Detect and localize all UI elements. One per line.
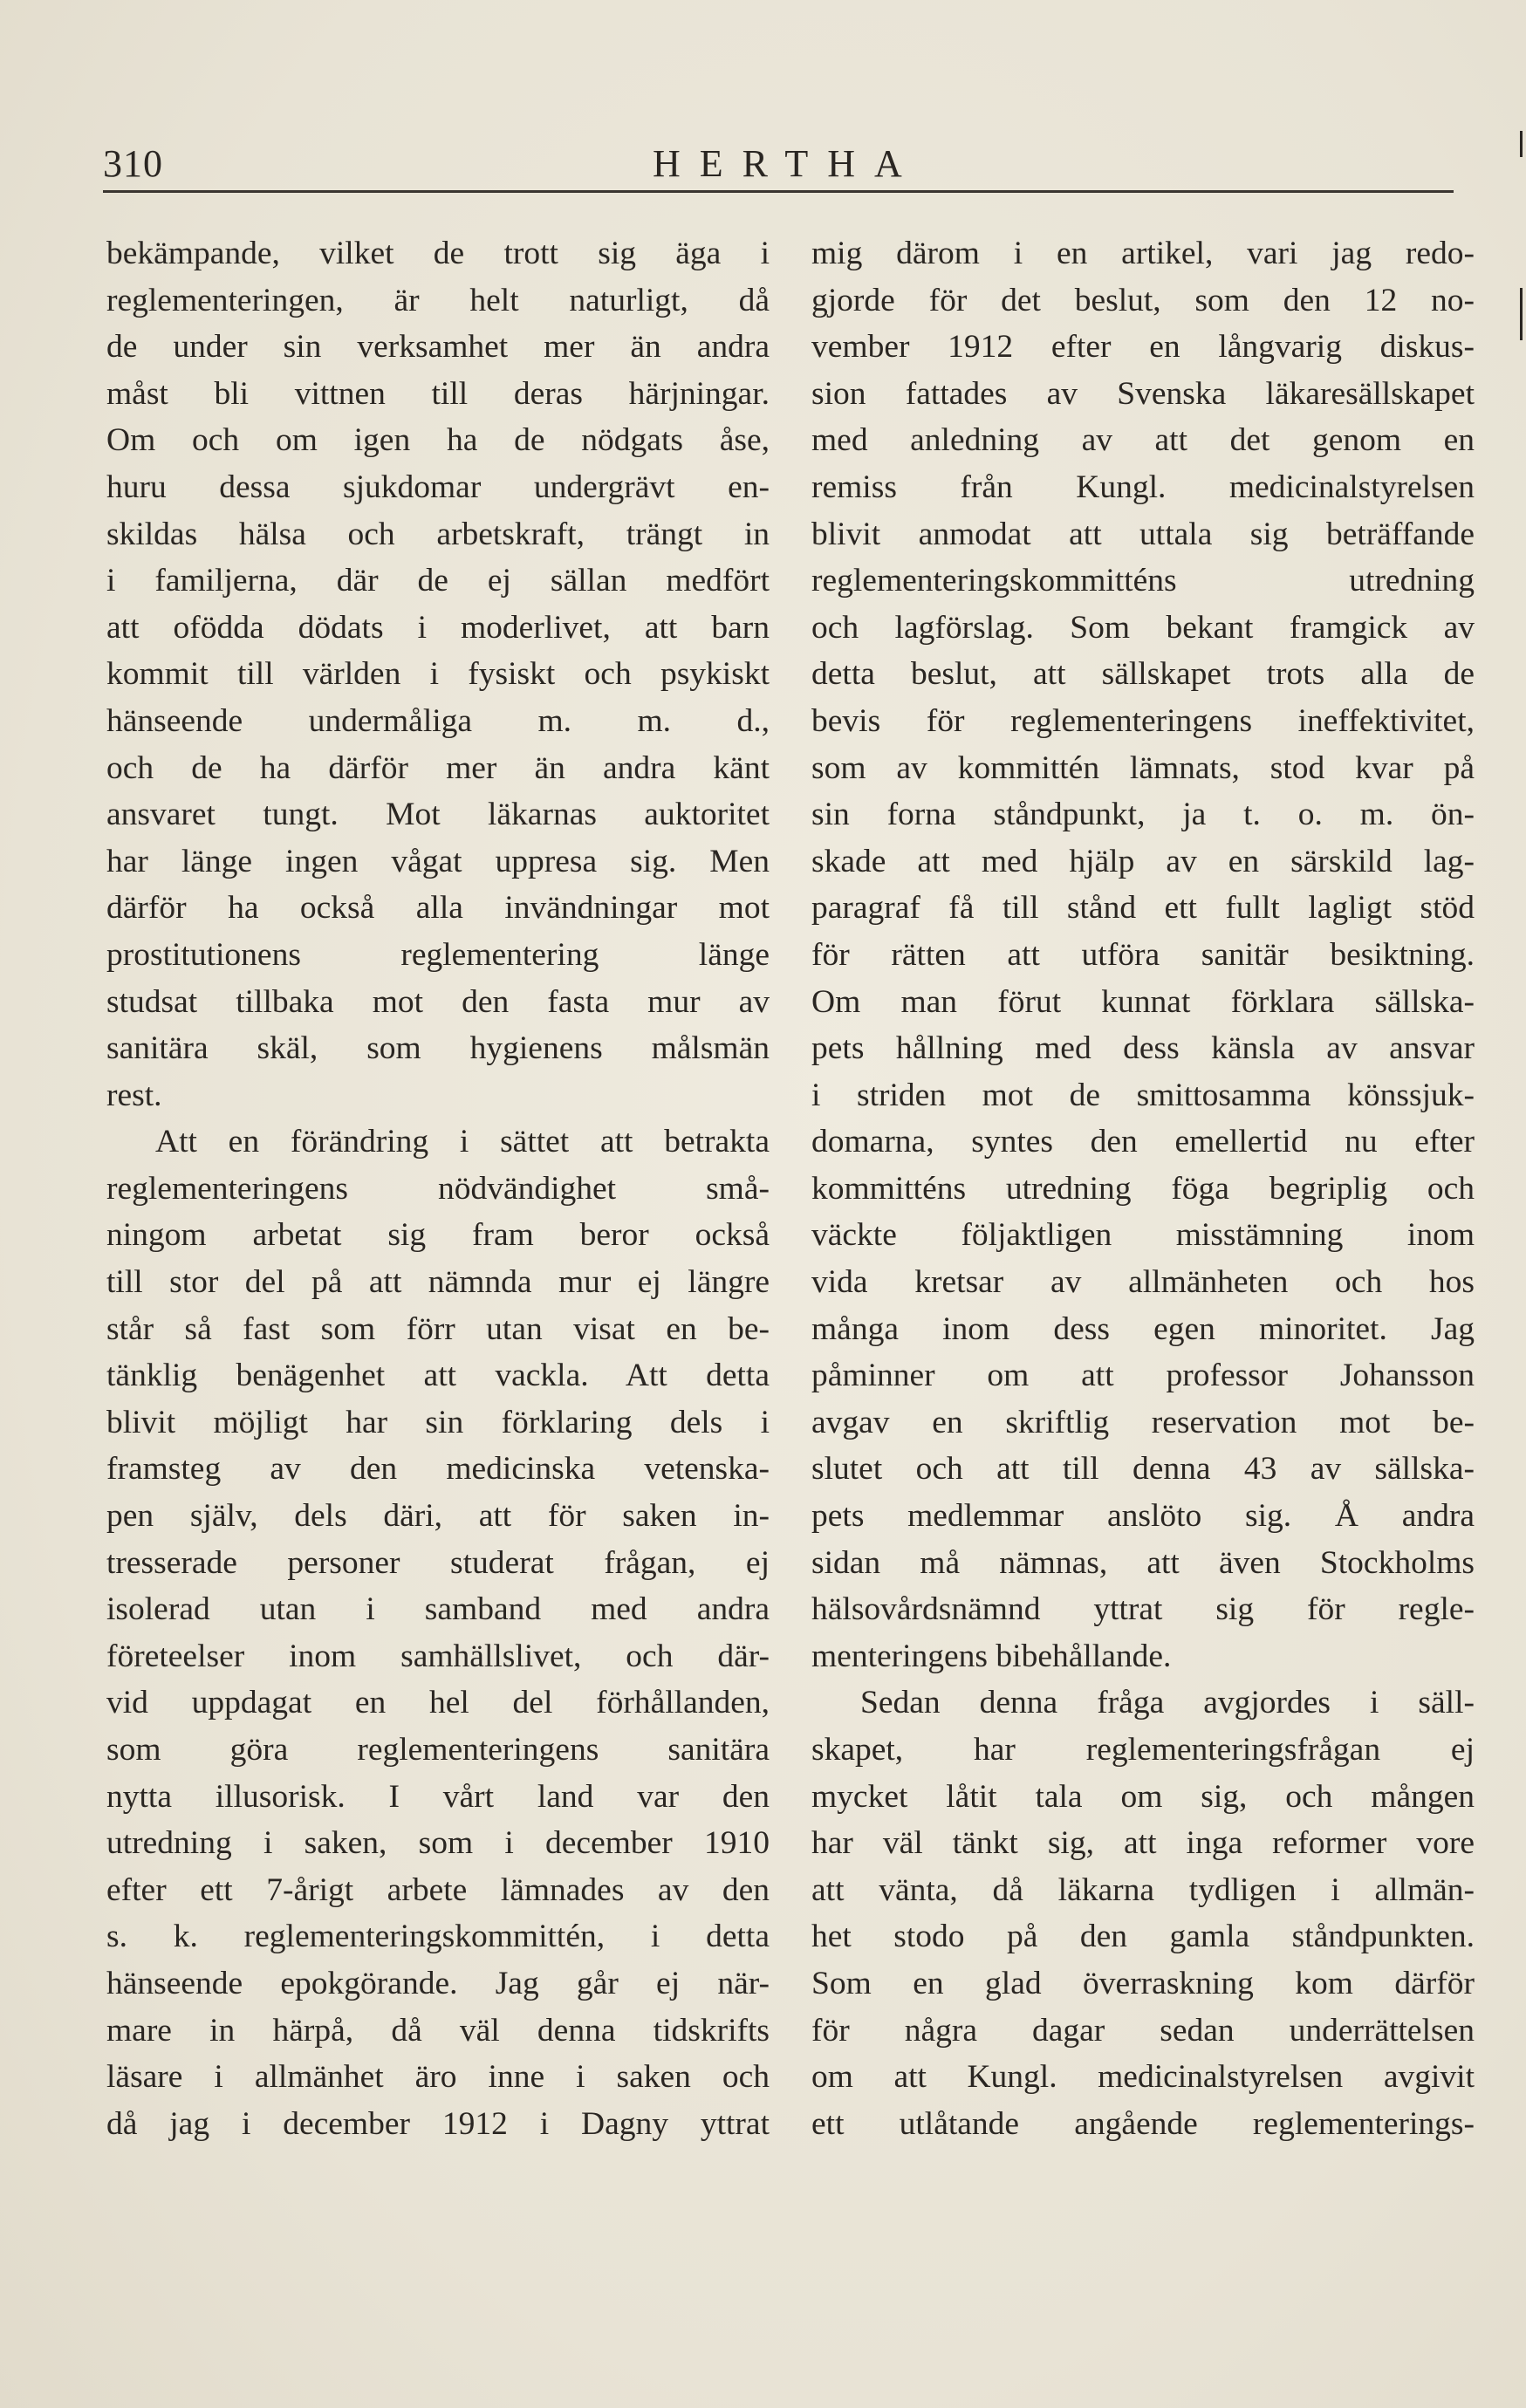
text-line: detta beslut, att sällskapet trots alla de	[811, 656, 1475, 693]
text-line: gjorde för det beslut, som den 12 no-	[811, 282, 1475, 318]
text-line: mycket låtit tala om sig, och mången	[811, 1778, 1475, 1815]
text-line: vid uppdagat en hel del förhållanden,	[106, 1685, 770, 1721]
right-column	[811, 230, 1475, 2147]
page-number: 310	[103, 142, 163, 185]
text-line: hälsovårdsnämnd yttrat sig för regle-	[811, 1591, 1475, 1628]
text-line: i familjerna, där de ej sällan medfört	[106, 563, 770, 599]
text-line: huru dessa sjukdomar undergrävt en-	[106, 469, 770, 505]
text-line: reglementeringskommitténs utredning	[811, 563, 1475, 599]
text-line: läsare i allmänhet äro inne i saken och	[106, 2059, 770, 2096]
text-line: om att Kungl. medicinalstyrelsen avgivit	[811, 2059, 1475, 2096]
text-line: prostitutionens reglementering länge	[106, 936, 770, 973]
text-line: efter ett 7-årigt arbete lämnades av den	[106, 1871, 770, 1908]
text-line: nytta illusorisk. I vårt land var den	[106, 1778, 770, 1815]
text-line: ansvaret tungt. Mot läkarnas auktoritet	[106, 797, 770, 833]
text-line: sidan må nämnas, att även Stockholms	[811, 1544, 1475, 1581]
text-line: skildas hälsa och arbetskraft, trängt in	[106, 516, 770, 552]
text-line: pen själv, dels däri, att för saken in-	[106, 1498, 770, 1535]
header-rule	[103, 190, 1454, 193]
text-line: avgav en skriftlig reservation mot be-	[811, 1404, 1475, 1440]
text-line: kommitténs utredning föga begriplig och	[811, 1170, 1475, 1207]
text-line: s. k. reglementeringskommittén, i detta	[106, 1919, 770, 1955]
text-line: Som en glad överraskning kom därför	[811, 1965, 1475, 2001]
text-line: ett utlåtande angående reglementerings-	[811, 2105, 1475, 2142]
text-line: de under sin verksamhet mer än andra	[106, 329, 770, 366]
text-line: för några dagar sedan underrättelsen	[811, 2012, 1475, 2049]
text-line: reglementeringens nödvändighet små-	[106, 1170, 770, 1207]
text-line: pets medlemmar anslöto sig. Å andra	[811, 1498, 1475, 1535]
page-header	[103, 138, 1454, 190]
text-line: påminner om att professor Johansson	[811, 1358, 1475, 1394]
text-line: menteringens bibehållande.	[811, 1638, 1172, 1674]
text-line: företeelser inom samhällslivet, och där-	[106, 1638, 770, 1674]
text-line: vida kretsar av allmänheten och hos	[811, 1264, 1475, 1301]
text-line: skade att med hjälp av en särskild lag-	[811, 843, 1475, 879]
text-line: många inom dess egen minoritet. Jag	[811, 1310, 1475, 1347]
text-line: med anledning av att det genom en	[811, 422, 1475, 459]
text-line: Sedan denna fråga avgjordes i säll-	[860, 1685, 1475, 1721]
text-line: framsteg av den medicinska vetenska-	[106, 1451, 770, 1488]
scan-edge-mark	[1520, 131, 1523, 157]
text-line: i striden mot de smittosamma könssjuk-	[811, 1077, 1475, 1113]
text-line: hänseende epokgörande. Jag går ej när-	[106, 1965, 770, 2001]
text-line: mare in härpå, då väl denna tidskrifts	[106, 2012, 770, 2049]
text-line: som göra reglementeringens sanitära	[106, 1732, 770, 1768]
text-line: tänklig benägenhet att vackla. Att detta	[106, 1358, 770, 1394]
text-line: bekämpande, vilket de trott sig äga i	[106, 236, 770, 271]
text-line: ningom arbetat sig fram beror också	[106, 1217, 770, 1254]
text-line: rest.	[106, 1077, 162, 1113]
text-line: utredning i saken, som i december 1910	[106, 1825, 770, 1862]
scan-edge-mark	[1520, 288, 1523, 340]
text-line: står så fast som förr utan visat en be-	[106, 1310, 770, 1347]
text-line: sin forna ståndpunkt, ja t. o. m. ön-	[811, 797, 1475, 833]
text-line: remiss från Kungl. medicinalstyrelsen	[811, 469, 1475, 505]
text-line: studsat tillbaka mot den fasta mur av	[106, 983, 770, 1020]
text-line: därför ha också alla invändningar mot	[106, 890, 770, 927]
running-title: HERTHA	[653, 142, 921, 185]
left-column	[106, 230, 770, 2147]
text-line: reglementeringen, är helt naturligt, då	[106, 282, 770, 318]
text-line: att ofödda dödats i moderlivet, att barn	[106, 609, 770, 646]
text-line: och lagförslag. Som bekant framgick av	[811, 609, 1475, 646]
text-line: har väl tänkt sig, att inga reformer vore	[811, 1825, 1475, 1862]
text-line: Om man förut kunnat förklara sällska-	[811, 983, 1475, 1020]
text-line: slutet och att till denna 43 av sällska-	[811, 1451, 1475, 1488]
text-line: blivit möjligt har sin förklaring dels i	[106, 1404, 770, 1440]
text-line: paragraf få till stånd ett fullt lagligt stöd	[811, 890, 1475, 927]
text-line: het stodo på den gamla ståndpunkten.	[811, 1919, 1475, 1955]
text-line: att vänta, då läkarna tydligen i allmän-	[811, 1871, 1475, 1908]
text-line: då jag i december 1912 i Dagny yttrat	[106, 2105, 770, 2142]
text-line: blivit anmodat att uttala sig beträffande	[811, 516, 1475, 552]
text-line: för rätten att utföra sanitär besiktning.	[811, 936, 1475, 973]
text-line: till stor del på att nämnda mur ej längre	[106, 1264, 770, 1301]
text-line: mig därom i en artikel, vari jag redo-	[811, 236, 1475, 271]
text-line: kommit till världen i fysiskt och psykiskt	[106, 656, 770, 693]
text-line: har länge ingen vågat uppresa sig. Men	[106, 843, 770, 879]
text-line: måst bli vittnen till deras härjningar.	[106, 375, 770, 412]
text-line: vember 1912 efter en långvarig diskus-	[811, 329, 1475, 366]
text-line: sanitära skäl, som hygienens målsmän	[106, 1030, 770, 1067]
text-line: som av kommittén lämnats, stod kvar på	[811, 749, 1475, 786]
text-line: skapet, har reglementeringsfrågan ej	[811, 1732, 1475, 1768]
text-line: pets hållning med dess känsla av ansvar	[811, 1030, 1475, 1067]
text-line: tresserade personer studerat frågan, ej	[106, 1544, 770, 1581]
text-line: bevis för reglementeringens ineffektivitet,	[811, 702, 1475, 739]
text-line: hänseende undermåliga m. m. d.,	[106, 702, 770, 739]
text-line: Att en förändring i sättet att betrakta	[155, 1124, 770, 1160]
text-line: domarna, syntes den emellertid nu efter	[811, 1124, 1475, 1160]
text-line: och de ha därför mer än andra känt	[106, 749, 770, 786]
text-line: isolerad utan i samband med andra	[106, 1591, 770, 1628]
text-line: väckte följaktligen misstämning inom	[811, 1217, 1475, 1254]
text-line: Om och om igen ha de nödgats åse,	[106, 422, 770, 459]
text-line: sion fattades av Svenska läkaresällskapet	[811, 375, 1475, 412]
